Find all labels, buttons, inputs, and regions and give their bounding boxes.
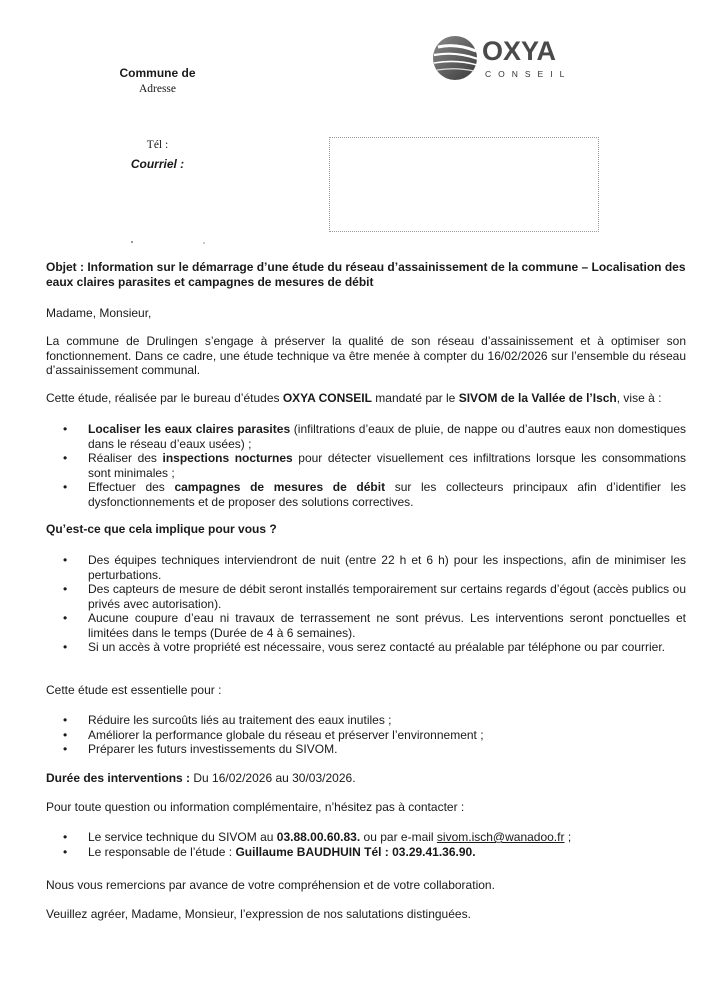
sender-address: Adresse xyxy=(138,83,177,95)
bullet-icon: • xyxy=(63,451,68,465)
intervention-duration xyxy=(46,771,686,786)
bullet-icon: • xyxy=(63,611,68,625)
bullet-icon: • xyxy=(63,830,68,844)
text: (infiltrations d’eaux de pluie, de nappe ou d’autres eaux non domestiques dans le réseau d’eaux usées) ; xyxy=(88,422,687,451)
bullet-icon: • xyxy=(63,727,68,742)
list-item xyxy=(46,480,686,509)
bullet-icon: • xyxy=(63,640,68,654)
logo-subtitle: CONSEIL xyxy=(485,69,572,79)
bullet-icon: • xyxy=(63,844,68,859)
intro-paragraph: La commune de Drulingen s’engage à préserver la qualité de son réseau d’assainissement et à optimiser son fonctionnement. Dans ce cadre, une étude technique va être menée à compter du 16/02/2026 sur l’ensemble du réseau d’assainissement communal. xyxy=(46,334,686,377)
list-item xyxy=(46,713,686,728)
duration-label: Durée des interventions : xyxy=(46,771,191,785)
oxya-logo xyxy=(432,33,592,88)
client-name: SIVOM de la Vallée de l’Isch xyxy=(458,391,617,405)
scan-speck xyxy=(203,242,205,244)
study-paragraph xyxy=(46,391,686,406)
text: ; xyxy=(564,830,572,844)
essential-paragraph: Cette étude est essentielle pour : xyxy=(46,683,222,697)
list-item xyxy=(46,845,686,860)
bullet-icon: • xyxy=(63,480,68,494)
list-item xyxy=(46,830,686,845)
sivom-email-link[interactable]: sivom.isch@wanadoo.fr xyxy=(436,830,565,844)
recipient-address-box xyxy=(329,137,599,232)
text: Effectuer des xyxy=(88,480,175,494)
duration-value: Du 16/02/2026 au 30/03/2026. xyxy=(190,771,356,785)
bullet-icon: • xyxy=(63,582,68,596)
text: Aucune coupure d’eau ni travaux de terrassement ne sont prévus. Les interventions seront ponctuelles et limitées dans le temps (Durée de 4 à 6 semaines). xyxy=(88,611,686,640)
list-item xyxy=(46,728,686,743)
list-item xyxy=(46,553,686,582)
list-item xyxy=(46,422,686,451)
thanks-paragraph: Nous vous remercions par avance de votre compréhension et de votre collaboration. xyxy=(46,878,495,892)
bullet-icon: • xyxy=(63,422,68,436)
emphasis: inspections nocturnes xyxy=(162,451,293,465)
benefits-list xyxy=(46,713,686,757)
text: Améliorer la performance globale du réseau et préserver l’environnement ; xyxy=(88,727,484,742)
logo-wordmark: OXYA xyxy=(482,36,557,66)
contacts-list xyxy=(46,830,686,859)
letter-salutation: Madame, Monsieur, xyxy=(46,306,152,320)
text: Préparer les futurs investissements du SIVOM. xyxy=(88,742,338,756)
contact-paragraph: Pour toute question ou information complémentaire, n’hésitez pas à contacter : xyxy=(46,800,465,814)
objectives-list xyxy=(46,422,686,509)
emphasis: campagnes de mesures de débit xyxy=(174,480,386,494)
text: Réaliser des xyxy=(88,451,163,465)
text: Cette étude, réalisée par le bureau d’études xyxy=(46,391,283,405)
list-item xyxy=(46,640,686,655)
bullet-icon: • xyxy=(63,713,68,727)
text: sur les collecteurs principaux afin d’identifier les dysfonctionnements et de proposer des solutions correctives. xyxy=(88,480,686,509)
sender-email-label: Courriel : xyxy=(130,157,185,171)
text: Le responsable de l’étude : xyxy=(88,844,236,859)
closing-paragraph: Veuillez agréer, Madame, Monsieur, l’expression de nos salutations distinguées. xyxy=(46,907,471,921)
text: Réduire les surcoûts liés au traitement des eaux inutiles ; xyxy=(88,713,392,727)
text: , vise à : xyxy=(616,391,662,405)
text: mandaté par le xyxy=(371,391,459,405)
scan-speck xyxy=(131,241,133,243)
study-manager-contact: Guillaume BAUDHUIN Tél : 03.29.41.36.90. xyxy=(235,844,476,859)
company-name: OXYA CONSEIL xyxy=(282,391,372,405)
section-heading: Qu’est-ce que cela implique pour vous ? xyxy=(46,522,277,536)
text: Si un accès à votre propriété est nécessaire, vous serez contacté au préalable par téléphone ou par courrier. xyxy=(88,640,666,654)
implications-list xyxy=(46,553,686,655)
bullet-icon: • xyxy=(63,742,68,756)
list-item xyxy=(46,451,686,480)
sivom-phone: 03.88.00.60.83. xyxy=(276,830,361,844)
letter-subject: Objet : Information sur le démarrage d’une étude du réseau d’assainissement de la commune – Localisation des eaux claires parasites et campagnes de mesures de débit xyxy=(46,260,686,289)
text: pour détecter visuellement ces infiltrations lorsque les consommations sont minimales ; xyxy=(88,451,687,480)
text: Le service technique du SIVOM au xyxy=(88,830,277,844)
list-item xyxy=(46,582,686,611)
emphasis: Localiser les eaux claires parasites xyxy=(88,422,291,436)
bullet-icon: • xyxy=(63,553,68,567)
text: ou par e-mail xyxy=(360,830,437,844)
sender-phone-label: Tél : xyxy=(146,139,169,151)
text: Des capteurs de mesure de débit seront installés temporairement sur certains regards d’égout (accès publics ou privés avec autorisation). xyxy=(88,582,686,611)
list-item xyxy=(46,611,686,640)
list-item xyxy=(46,742,686,757)
sender-commune: Commune de xyxy=(119,66,196,80)
text: Des équipes techniques interviendront de nuit (entre 22 h et 6 h) pour les inspections, afin de minimiser les perturbations. xyxy=(88,553,686,582)
globe-swoosh-icon xyxy=(432,35,478,81)
